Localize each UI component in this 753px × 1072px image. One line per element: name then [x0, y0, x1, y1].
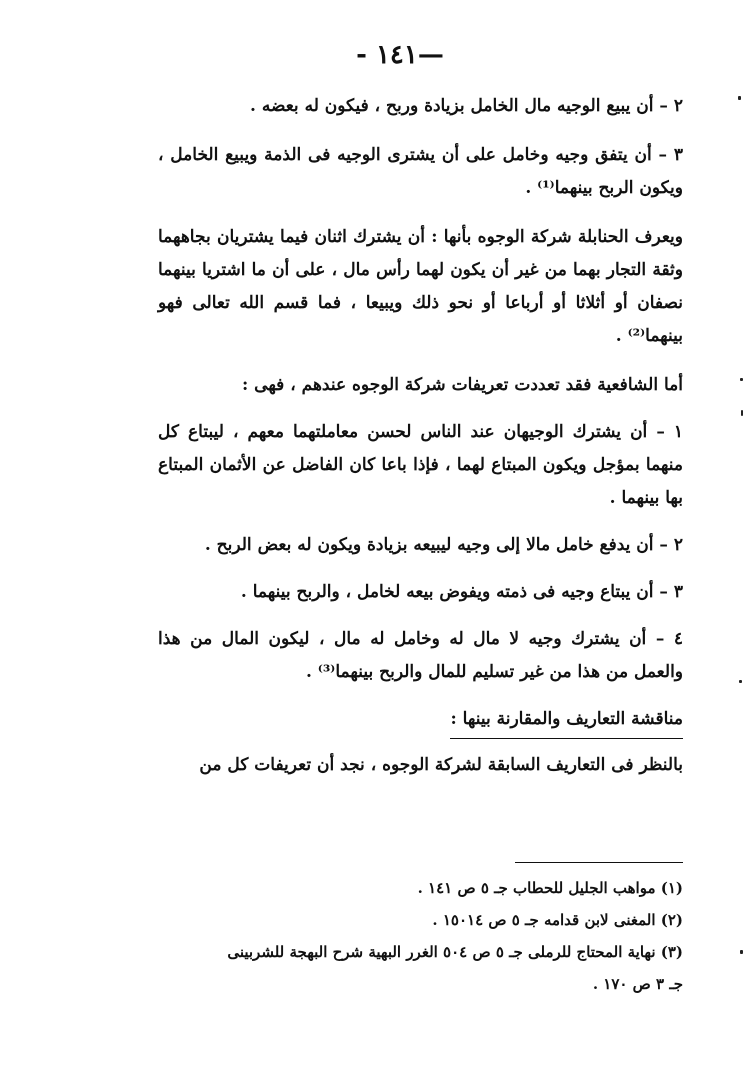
footnotes	[150, 872, 683, 1000]
scan-speck	[739, 680, 742, 683]
page-number: —١٤١ -	[356, 40, 444, 70]
footnote-2: (٢) المغنى لابن قدامه جـ ٥ ص ١٥٠١٤ .	[432, 911, 683, 929]
scan-speck	[741, 410, 743, 416]
paragraph-3: ويعرف الحنابلة شركة الوجوه بأنها : أن يشترك اثنان فيما يشتريان بجاههما وثقة التجار بهما من غير أن يكون لهما رأس مال ، على أن ما اشتريا بينهما نصفان أو أثلاثا أو أرباعا أو نحو ذلك ويبيعا ، فما قسم الله تعالى فهو بينهما⁽²⁾ .	[158, 227, 683, 346]
paragraph-8: ٤ – أن يشترك وجيه لا مال له وخامل له مال ، ليكون المال من هذا والعمل من هذا من غير تسليم للمال والربح بينهما⁽³⁾ .	[158, 629, 683, 682]
paragraph-4: أما الشافعية فقد تعددت تعريفات شركة الوجوه عندهم ، فهى :	[241, 375, 683, 395]
footnote-divider	[515, 862, 683, 863]
paragraph-2: ٣ – أن يتفق وجيه وخامل على أن يشترى الوجيه فى الذمة ويبيع الخامل ، ويكون الربح بينهما⁽¹⁾ .	[158, 145, 683, 198]
paragraph-1: ٢ – أن يبيع الوجيه مال الخامل بزيادة وربح ، فيكون له بعضه .	[250, 96, 683, 116]
main-text	[158, 90, 683, 798]
footnote-3-continued: جـ ٣ ص ١٧٠ .	[592, 975, 683, 993]
scan-speck	[740, 950, 743, 954]
paragraph-6: ٢ – أن يدفع خامل مالا إلى وجيه ليبيعه بزيادة ويكون له بعض الربح .	[204, 535, 683, 555]
scan-speck	[738, 96, 741, 100]
section-heading: مناقشة التعاريف والمقارنة بينها :	[450, 703, 683, 739]
paragraph-5: ١ – أن يشترك الوجيهان عند الناس لحسن معاملتهما معهم ، ليبتاع كل منهما بمؤجل ويكون المبتاع لهما ، فإذا باعا كان الفاضل عن الأثمان المبتاع بها بينهما .	[158, 422, 683, 508]
scan-speck	[740, 378, 743, 381]
paragraph-9: بالنظر فى التعاريف السابقة لشركة الوجوه ، نجد أن تعريفات كل من	[199, 755, 683, 775]
paragraph-7: ٣ – أن يبتاع وجيه فى ذمته ويفوض بيعه لخامل ، والربح بينهما .	[240, 582, 683, 602]
footnote-3: (٣) نهاية المحتاج للرملى جـ ٥ ص ٥٠٤ الغرر البهية شرح البهجة للشربينى	[227, 943, 683, 961]
footnote-1: (١) مواهب الجليل للحطاب جـ ٥ ص ١٤١ .	[417, 879, 683, 897]
